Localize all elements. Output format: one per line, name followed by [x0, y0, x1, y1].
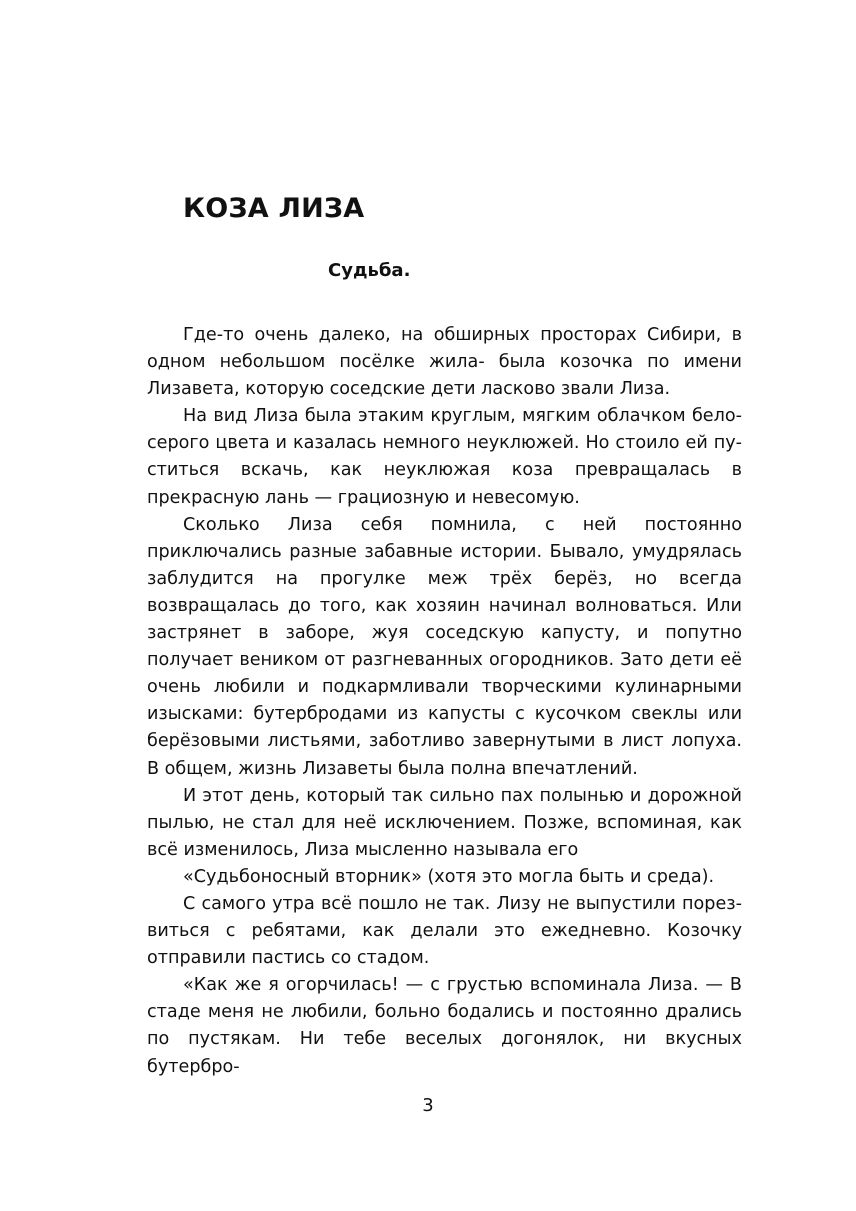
- paragraph: С самого утра всё пошло не так. Лизу не выпустили порезвиться с ребятами, как делали это ежедневно. Козочку отправили пастись со стадом.: [147, 893, 742, 969]
- body-text: [147, 322, 742, 1081]
- chapter-title: КОЗА ЛИЗА: [183, 193, 365, 224]
- paragraph: И этот день, который так сильно пах полынью и дорожной пылью, не стал для неё исключением. Позже, вспоминая, как всё изменилось, Лиза мысленно называла его: [147, 785, 742, 860]
- paragraph: Где-то очень далеко, на обширных просторах Сибири, в одном небольшом посёлке жила- была козочка по имени Лизавета, которую соседские дети ласково звали Лиза.: [147, 325, 742, 400]
- paragraph: Сколько Лиза себя помнила, с ней постоянно приключались разные забавные истории. Бывало, умудрялась заблудится на прогулке меж трёх берёз, но всегда возвращалась до того, как хозяин начинал волноваться. Или застрянет в заборе, жуя соседскую капусту, и попутно получает веником от разгневанных огородников. Зато дети её очень любили и подкармливали творческими кулинарными изысками: бутербродами из капусты с кусочком свеклы или берёзовыми листьями, заботливо завернутыми в лист лопуха. В общем, жизнь Лизаветы была полна впечатлений.: [147, 514, 742, 779]
- paragraph: На вид Лиза была этаким круглым, мягким облачком белосерого цвета и казалась немного неуклюжей. Но стоило ей пуститься вскачь, как неуклюжая коза превращалась в прекрасную лань — грациозную и невесомую.: [147, 406, 742, 508]
- paragraph: «Как же я огорчилась! — с грустью вспоминала Лиза. — В стаде меня не любили, больно бодались и постоянно дрались по пустякам. Ни тебе веселых догонялок, ни вкусных бутербро-: [147, 975, 742, 1077]
- page-number: 3: [422, 1095, 434, 1116]
- chapter-subtitle: Судьба.: [328, 260, 411, 281]
- paragraph: «Судьбоносный вторник» (хотя это могла быть и среда).: [183, 866, 715, 887]
